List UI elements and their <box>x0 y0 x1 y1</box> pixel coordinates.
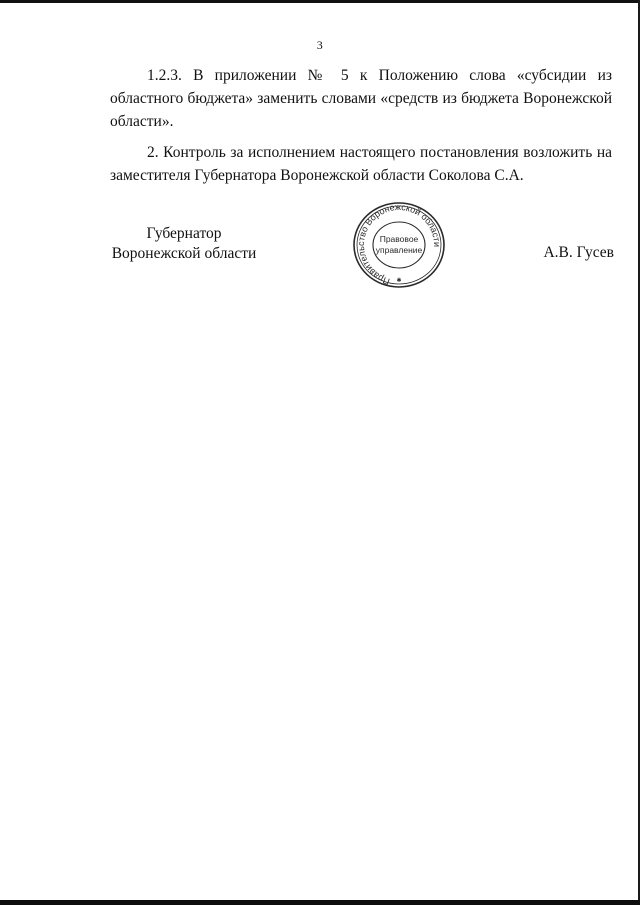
page-number: 3 <box>316 38 324 52</box>
official-stamp <box>350 200 448 290</box>
stamp-seal-icon <box>350 200 448 290</box>
stamp-center-line2: управление <box>375 245 423 255</box>
stamp-ring-text: Правительство Воронежской области <box>355 201 443 287</box>
signatory-position-line1: Губернатор <box>146 225 222 242</box>
stamp-star-icon: ✱ <box>396 277 402 284</box>
signatory-position <box>109 224 259 264</box>
paragraph-amendment: 1.2.3. В приложении № 5 к Положению слова «субсидии из областного бюджета» заменить словами «средств из бюджета Воронежской области». <box>110 67 612 130</box>
paragraph-control: 2. Контроль за исполнением настоящего постановления возложить на заместителя Губернатора Воронежской области Соколова С.А. <box>110 144 612 184</box>
stamp-center-line1: Правовое <box>379 234 419 244</box>
scan-edge-bottom <box>0 900 640 905</box>
signatory-name: А.В. Гусев <box>543 244 614 261</box>
scan-edge-top <box>0 0 640 3</box>
signatory-position-line2: Воронежской области <box>111 245 257 262</box>
document-body <box>110 64 612 195</box>
